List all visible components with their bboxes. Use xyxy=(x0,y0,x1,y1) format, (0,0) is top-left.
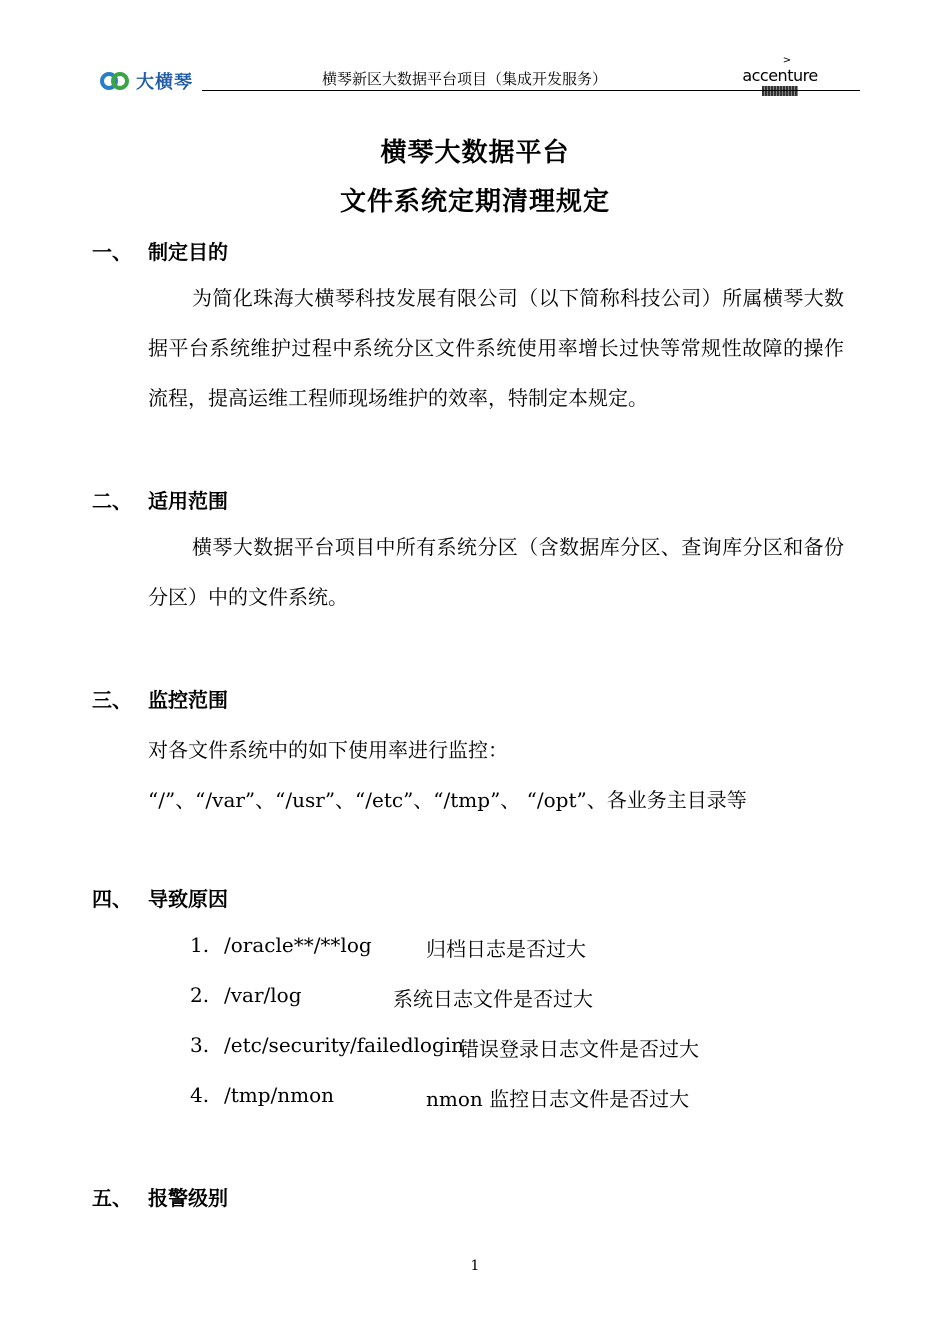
section-number: 五、 xyxy=(92,1186,132,1210)
section-title: 导致原因 xyxy=(148,887,228,911)
section-title: 制定目的 xyxy=(148,240,228,264)
cause-path: /tmp/nmon xyxy=(224,1083,335,1107)
cause-description: 归档日志是否过大 xyxy=(426,937,586,961)
accenture-mark-icon: > xyxy=(782,55,792,66)
hengqin-logo xyxy=(98,68,193,94)
section-3-line2: “/”、“/var”、“/usr”、“/etc”、“/tmp”、 “/opt”、各业务主目录等 xyxy=(148,788,747,812)
section-number: 二、 xyxy=(92,489,132,513)
page-number: 1 xyxy=(470,1258,480,1274)
cause-item xyxy=(190,1033,699,1061)
header-rule xyxy=(202,90,860,91)
hengqin-logo-icon xyxy=(98,71,132,91)
section-3-heading xyxy=(92,684,228,713)
cause-path: /var/log xyxy=(224,983,302,1007)
cause-item xyxy=(190,1083,690,1111)
section-5-heading xyxy=(92,1182,228,1211)
page-header xyxy=(92,55,860,94)
cause-number: 3. xyxy=(190,1033,210,1057)
accenture-sub-mark xyxy=(762,86,798,96)
header-title: 横琴新区大数据平台项目（集成开发服务） xyxy=(322,70,608,88)
cause-number: 1. xyxy=(190,933,210,957)
cause-description: 系统日志文件是否过大 xyxy=(393,987,593,1011)
section-2-body: 横琴大数据平台项目中所有系统分区（含数据库分区、查询库分区和备份分区）中的文件系统。 xyxy=(148,535,844,609)
cause-description: nmon 监控日志文件是否过大 xyxy=(426,1087,690,1111)
cause-path: /oracle**/**log xyxy=(224,933,372,957)
section-title: 适用范围 xyxy=(148,489,228,513)
accenture-logo-text: accenture xyxy=(742,66,818,85)
cause-number: 2. xyxy=(190,983,210,1007)
section-title: 报警级别 xyxy=(148,1186,228,1210)
hengqin-logo-text: 大横琴 xyxy=(136,72,193,93)
cause-path: /etc/security/failedlogin xyxy=(224,1033,465,1057)
section-3-line1: 对各文件系统中的如下使用率进行监控： xyxy=(148,738,508,762)
cause-description: 错误登录日志文件是否过大 xyxy=(459,1037,699,1061)
cause-item xyxy=(190,983,593,1011)
cause-item xyxy=(190,933,586,961)
section-number: 三、 xyxy=(92,688,132,712)
section-2-heading xyxy=(92,485,228,514)
document-title-line1: 横琴大数据平台 xyxy=(380,138,570,168)
section-number: 四、 xyxy=(92,887,132,911)
document-title-line2: 文件系统定期清理规定 xyxy=(339,187,610,217)
section-1-body: 为简化珠海大横琴科技发展有限公司（以下简称科技公司）所属横琴大数据平台系统维护过程中系统分区文件系统使用率增长过快等常规性故障的操作流程，提高运维工程师现场维护的效率，特制定本规定。 xyxy=(148,286,844,410)
cause-number: 4. xyxy=(190,1083,210,1107)
section-number: 一、 xyxy=(92,240,132,264)
section-title: 监控范围 xyxy=(148,688,228,712)
section-4-heading xyxy=(92,883,228,912)
section-1-heading xyxy=(92,236,228,265)
